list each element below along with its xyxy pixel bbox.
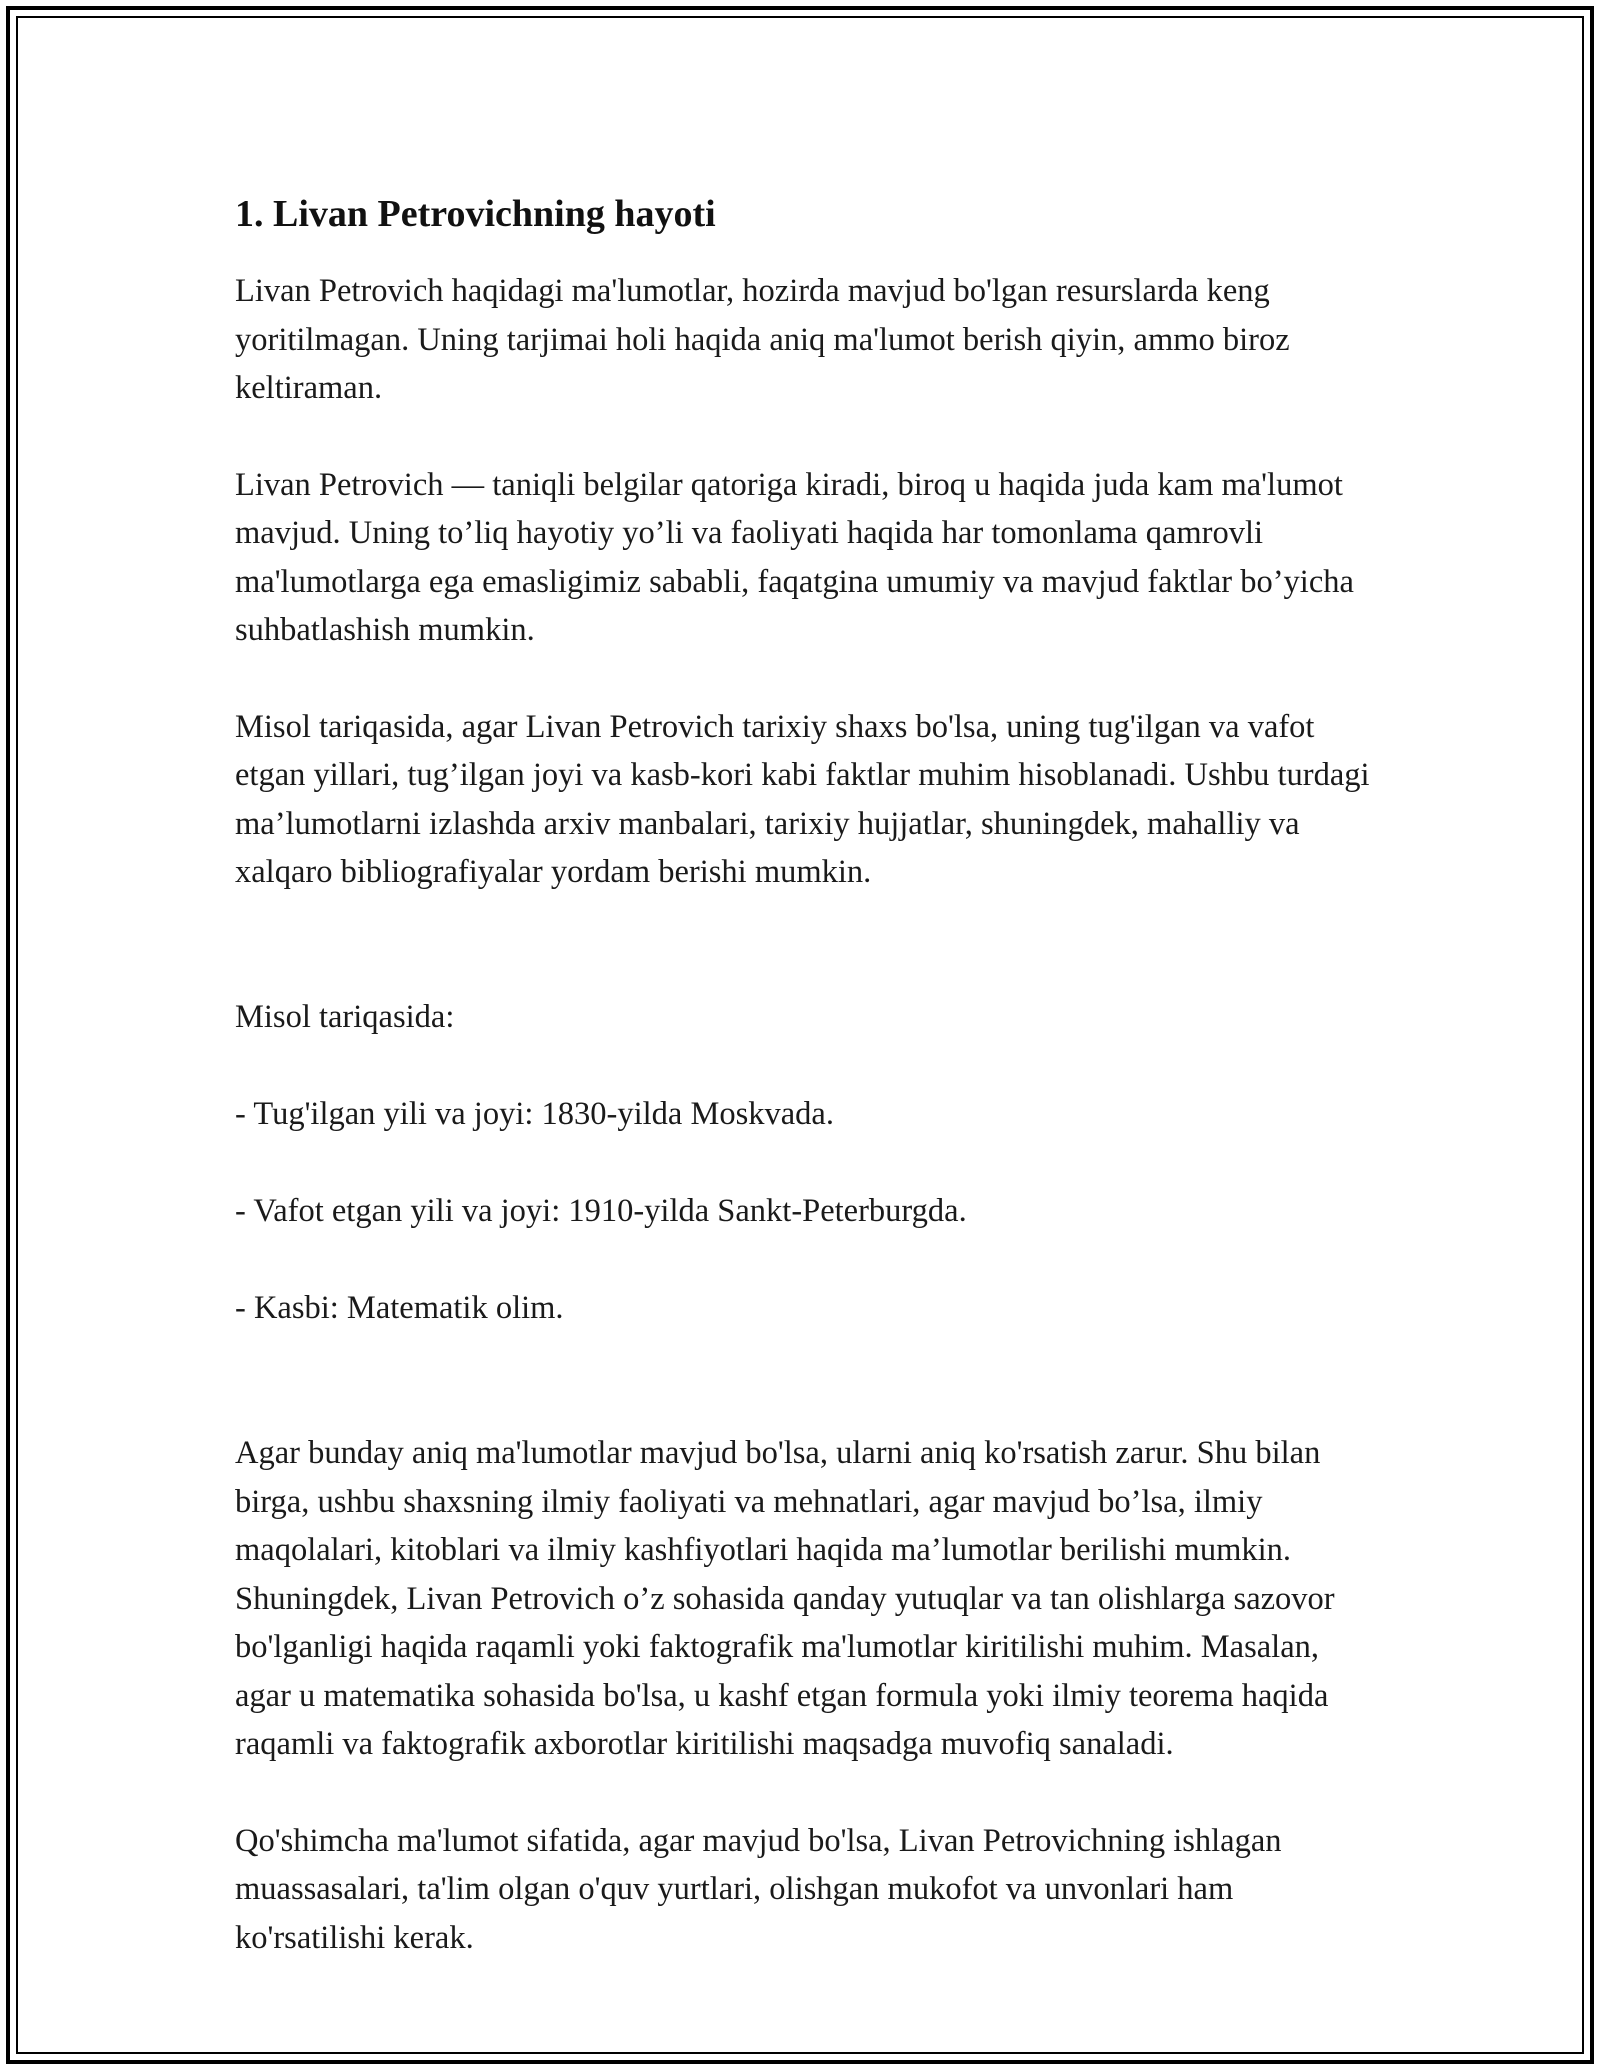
example-list-intro: Misol tariqasida:: [235, 999, 455, 1035]
section-heading: 1. Livan Petrovichning hayoti: [235, 193, 716, 235]
document-body: [235, 185, 1375, 2010]
paragraph-historical: Misol tariqasida, agar Livan Petrovich tarixiy shaxs bo'lsa, uning tug'ilgan va vafot etgan yillari, tug’ilgan joyi va kasb-kori kabi faktlar muhim hisoblanadi. Ushbu turdagi ma’lumotlarni izlashda arxiv manbalari, tarixiy hujjatlar, shuningdek, mahalliy va xalqaro bibliografiyalar yordam berishi mumkin.: [235, 708, 1370, 890]
example-list-item-profession: - Kasbi: Matematik olim.: [235, 1290, 564, 1326]
paragraph-achievements: Agar bunday aniq ma'lumotlar mavjud bo'lsa, ularni aniq ko'rsatish zarur. Shu bilan birga, ushbu shaxsning ilmiy faoliyati va mehnatlari, agar mavjud bo’lsa, ilmiy maqolalari, kitoblari va ilmiy kashfiyotlari haqida ma’lumotlar berilishi mumkin. Shuningdek, Livan Petrovich o’z sohasida qanday yutuqlar va tan olishlarga sazovor bo'lganligi haqida raqamli yoki faktografik ma'lumotlar kiritilishi muhim. Masalan, agar u matematika sohasida bo'lsa, u kashf etgan formula yoki ilmiy teorema haqida raqamli va faktografik axborotlar kiritilishi maqsadga muvofiq sanaladi.: [235, 1435, 1335, 1762]
paragraph-intro: Livan Petrovich haqidagi ma'lumotlar, hozirda mavjud bo'lgan resurslarda keng yoritilmagan. Uning tarjimai holi haqida aniq ma'lumot berish qiyin, ammo biroz keltiraman.: [235, 273, 1290, 406]
paragraph-notable: Livan Petrovich — taniqli belgilar qatoriga kiradi, biroq u haqida juda kam ma'lumot mavjud. Uning to’liq hayotiy yo’li va faoliyati haqida har tomonlama qamrovli ma'lumotlarga ega emasligimiz sababli, faqatgina umumiy va mavjud faktlar bo’yicha suhbatlashish mumkin.: [235, 466, 1354, 648]
example-list-item-birth: - Tug'ilgan yili va joyi: 1830-yilda Moskvada.: [235, 1096, 834, 1132]
example-list-item-death: - Vafot etgan yili va joyi: 1910-yilda Sankt-Peterburgda.: [235, 1193, 967, 1229]
paragraph-additional: Qo'shimcha ma'lumot sifatida, agar mavjud bo'lsa, Livan Petrovichning ishlagan muassasalari, ta'lim olgan o'quv yurtlari, olishgan mukofot va unvonlari ham ko'rsatilishi kerak.: [235, 1822, 1282, 1956]
example-list: [235, 945, 1375, 1382]
